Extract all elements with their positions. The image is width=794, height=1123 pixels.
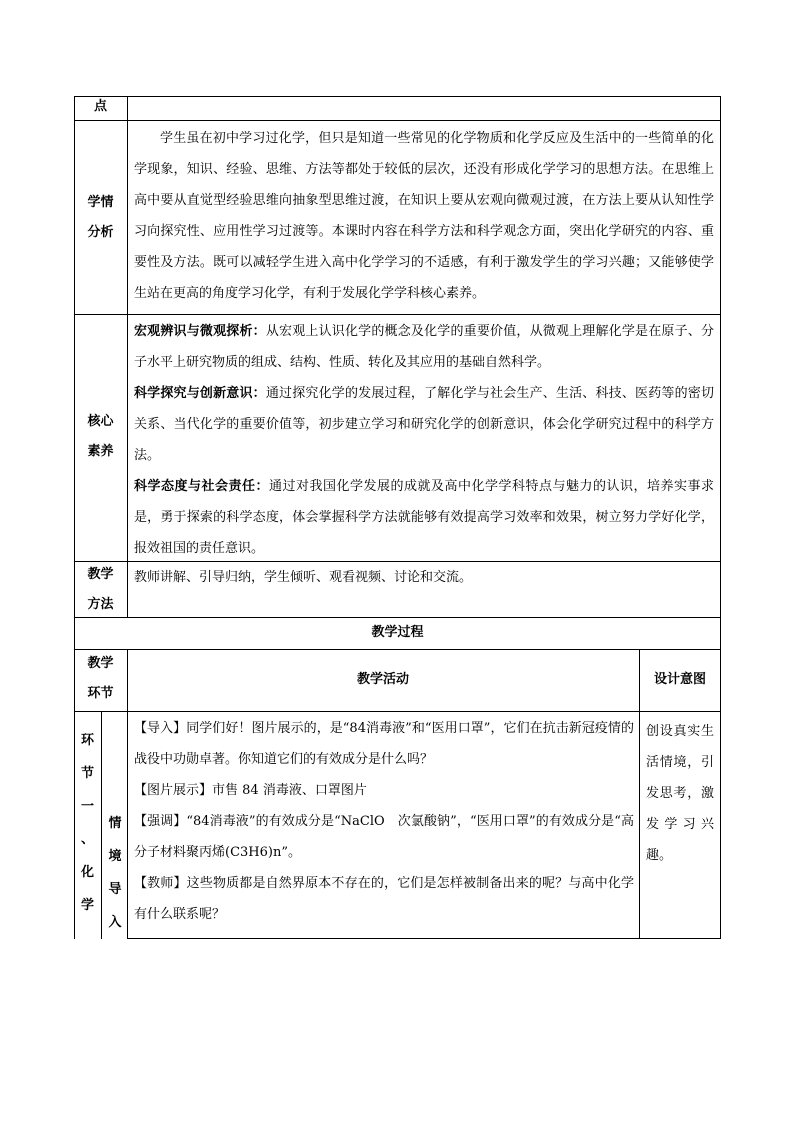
row-label-hexin <box>74 407 127 467</box>
design-intent: 创设真实生活情境，引发思考，激发学习兴趣。 <box>646 724 714 863</box>
row-label-xueqing <box>74 188 127 248</box>
item-text: 通过对我国化学发展的成就及高中化学学科特点与魅力的认识，培养实事求是，勇于探索的科学态度，体会掌握科学方法就能够有效提高学习效率和效果，树立努力学好化学，报效祖国的责任意识。 <box>134 479 714 556</box>
header-intent: 设计意图 <box>653 672 706 687</box>
stage-char: 情 <box>108 816 122 831</box>
stage-char: 节 <box>80 766 94 781</box>
stage-char: 学 <box>80 898 94 913</box>
label-line: 环节 <box>87 686 114 701</box>
rule <box>74 96 721 97</box>
header-huanjie <box>74 649 127 709</box>
header-activity: 教学活动 <box>356 672 409 687</box>
rule <box>720 96 721 939</box>
item-text: 从宏观上认识化学的概念及化学的重要价值，从微观上理解化学是在原子、分子水平上研究物质的组成、结构、性质、转化及其应用的基础自然科学。 <box>134 324 714 370</box>
activity-tag: 【强调】 <box>134 814 187 829</box>
item-title: 科学探究与创新意识： <box>134 386 266 401</box>
activity-tag: 【图片展示】 <box>134 783 213 798</box>
activity-list <box>134 713 634 930</box>
activity-text: 市售 84 消毒液、口罩图片 <box>212 783 367 798</box>
activity-item <box>134 775 634 806</box>
lesson-plan-table <box>74 96 721 939</box>
label-line: 方法 <box>87 597 114 612</box>
stage-char: 、 <box>80 832 94 847</box>
hexin-item <box>134 471 714 564</box>
rule <box>74 120 721 121</box>
item-text: 通过探究化学的发展过程，了解化学与社会生产、生活、科技、医药等的密切关系、当代化学的重要价值等，初步建立学习和研究化学的创新意识，体会化学研究过程中的科学方法。 <box>134 386 714 463</box>
label-line: 素养 <box>87 444 114 459</box>
activity-item <box>134 713 634 775</box>
row-label-dian: 点 <box>93 99 107 114</box>
item-title: 科学态度与社会责任： <box>134 479 269 494</box>
sub-stage-label <box>102 807 128 939</box>
activity-item <box>134 806 634 868</box>
hexin-content <box>134 316 714 564</box>
stage-char: 一 <box>80 799 94 814</box>
activity-text: 同学们好！图片展示的，是“84消毒液”和“医用口罩”，它们在抗击新冠疫情的战役中功勋卓著。你知道它们的有效成分是什么吗？ <box>134 721 634 767</box>
process-title: 教学过程 <box>371 625 424 640</box>
activity-text: 这些物质都是自然界原本不存在的，它们是怎样被制备出来的呢？与高中化学有什么联系呢？ <box>134 876 634 922</box>
rule <box>74 314 721 315</box>
fangfa-text: 教师讲解、引导归纳，学生倾听、观看视频、讨论和交流。 <box>134 570 473 585</box>
rule <box>127 938 721 939</box>
stage-char: 环 <box>80 733 94 748</box>
stage-char: 境 <box>108 849 122 864</box>
activity-tag: 【导入】 <box>134 721 187 736</box>
label-line: 学情 <box>87 195 114 210</box>
rule <box>74 649 721 650</box>
activity-tag: 【教师】 <box>134 876 187 891</box>
hexin-item <box>134 378 714 471</box>
label-line: 分析 <box>87 225 114 240</box>
item-title: 宏观辨识与微观探析： <box>134 324 266 339</box>
label-line: 教学 <box>87 567 114 582</box>
hexin-item <box>134 316 714 378</box>
stage-char: 化 <box>80 865 94 880</box>
xueqing-text: 学生虽在初中学习过化学，但只是知道一些常见的化学物质和化学反应及生活中的一些简单的化学现象，知识、经验、思维、方法等都处于较低的层次，还没有形成化学学习的思想方法。在思维上高中要从直觉型经验思维向抽象型思维过渡，在知识上要从宏观向微观过渡，在方法上要从认知性学习向探究性、应用性学习过渡等。本课时内容在科学方法和科学观念方面，突出化学研究的内容、重要性及方法。既可以减轻学生进入高中化学学习的不适感，有利于激发学生的学习兴趣；又能够使学生站在更高的角度学习化学，有利于发展化学学科核心素养。 <box>134 131 714 301</box>
row-label-fangfa <box>74 560 127 620</box>
rule <box>127 96 128 617</box>
stage-label <box>74 724 101 922</box>
activity-item <box>134 868 634 930</box>
activity-text: “84消毒液”的有效成分是“NaClO 次氯酸钠”，“医用口罩”的有效成分是“高分子材料聚丙烯(C3H6)n”。 <box>134 814 634 860</box>
label-line: 核心 <box>87 414 114 429</box>
stage-char: 导 <box>108 882 122 897</box>
stage-char: 入 <box>108 915 122 930</box>
rule <box>74 711 721 712</box>
label-line: 教学 <box>87 656 114 671</box>
